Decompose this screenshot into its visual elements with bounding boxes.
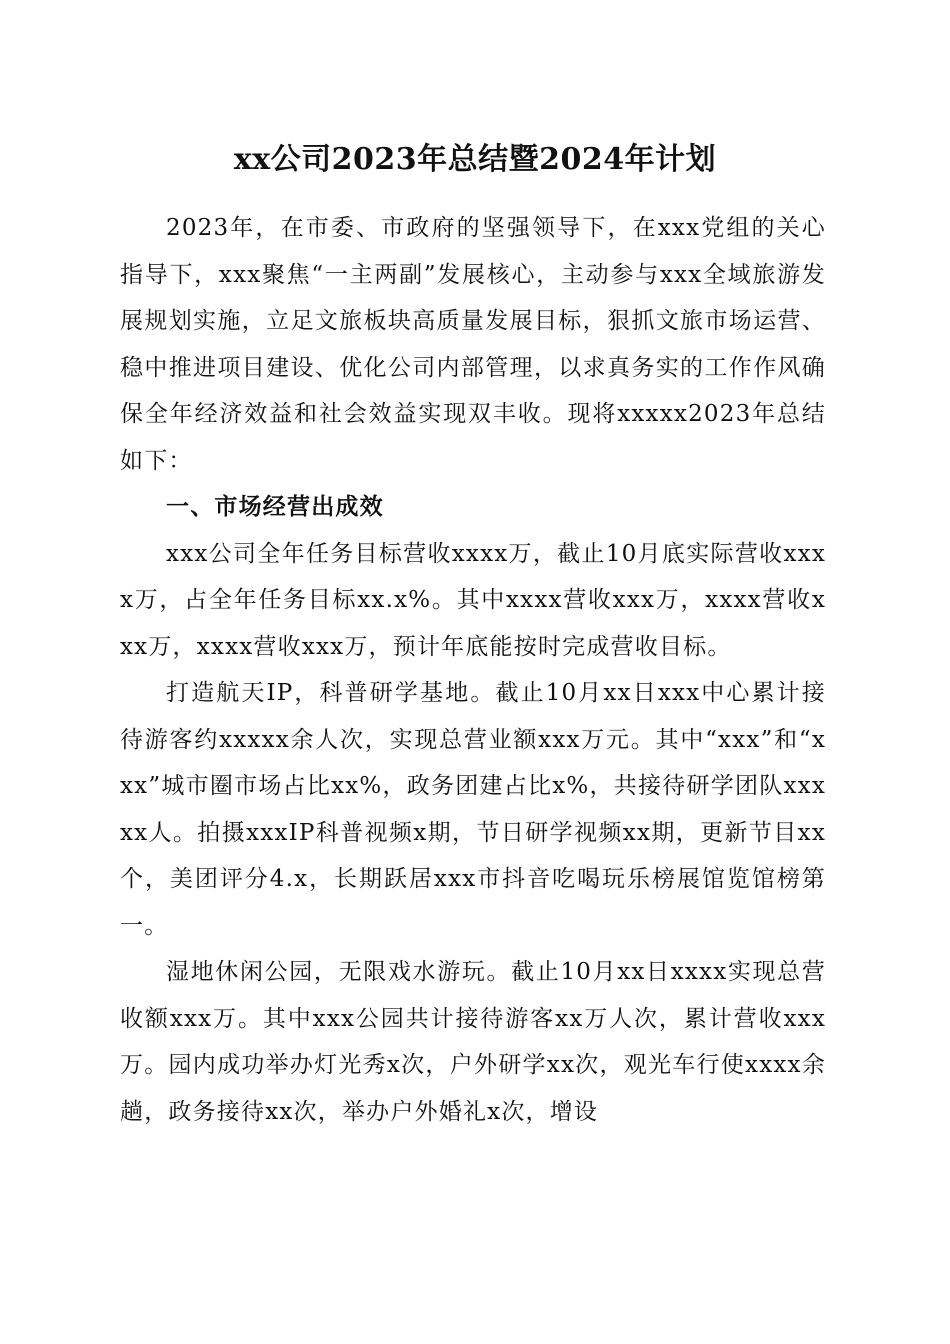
body-paragraph: 湿地休闲公园，无限戏水游玩。截止10月xx日xxxx实现总营收额xxx万。其中xxx公园共计接待游客xx万人次，累计营收xxx万。园内成功举办灯光秀x次，户外研学xx次，观光车行使xxxx余趟，政务接待xx次，举办户外婚礼x次，增设 [120, 959, 826, 1125]
document-body [120, 205, 826, 1135]
document-title: xx公司2023年总结暨2024年计划 [233, 142, 717, 177]
body-paragraph: xxx公司全年任务目标营收xxxx万，截止10月底实际营收xxxx万，占全年任务目标xx.x%。其中xxxx营收xxx万，xxxx营收xxx万，xxxx营收xxx万，预计年底能按时完成营收目标。 [120, 540, 826, 660]
section-heading: 一、市场经营出成效 [166, 494, 384, 520]
intro-paragraph: 2023年，在市委、市政府的坚强领导下，在xxx党组的关心指导下，xxx聚焦“一主两副”发展核心，主动参与xxx全域旅游发展规划实施，立足文旅板块高质量发展目标，狠抓文旅市场运营、稳中推进项目建设、优化公司内部管理，以求真务实的工作作风确保全年经济效益和社会效益实现双丰收。现将xxxxx2023年总结如下： [120, 215, 826, 474]
body-paragraph: 打造航天IP，科普研学基地。截止10月xx日xxx中心累计接待游客约xxxxx余人次，实现总营业额xxx万元。其中“xxx”和“xxx”城市圈市场占比xx%，政务团建占比x%，共接待研学团队xxxxx人。拍摄xxxIP科普视频x期，节日研学视频xx期，更新节目xx个，美团评分4.x，长期跃居xxx市抖音吃喝玩乐榜展馆览馆榜第一。 [120, 680, 826, 939]
